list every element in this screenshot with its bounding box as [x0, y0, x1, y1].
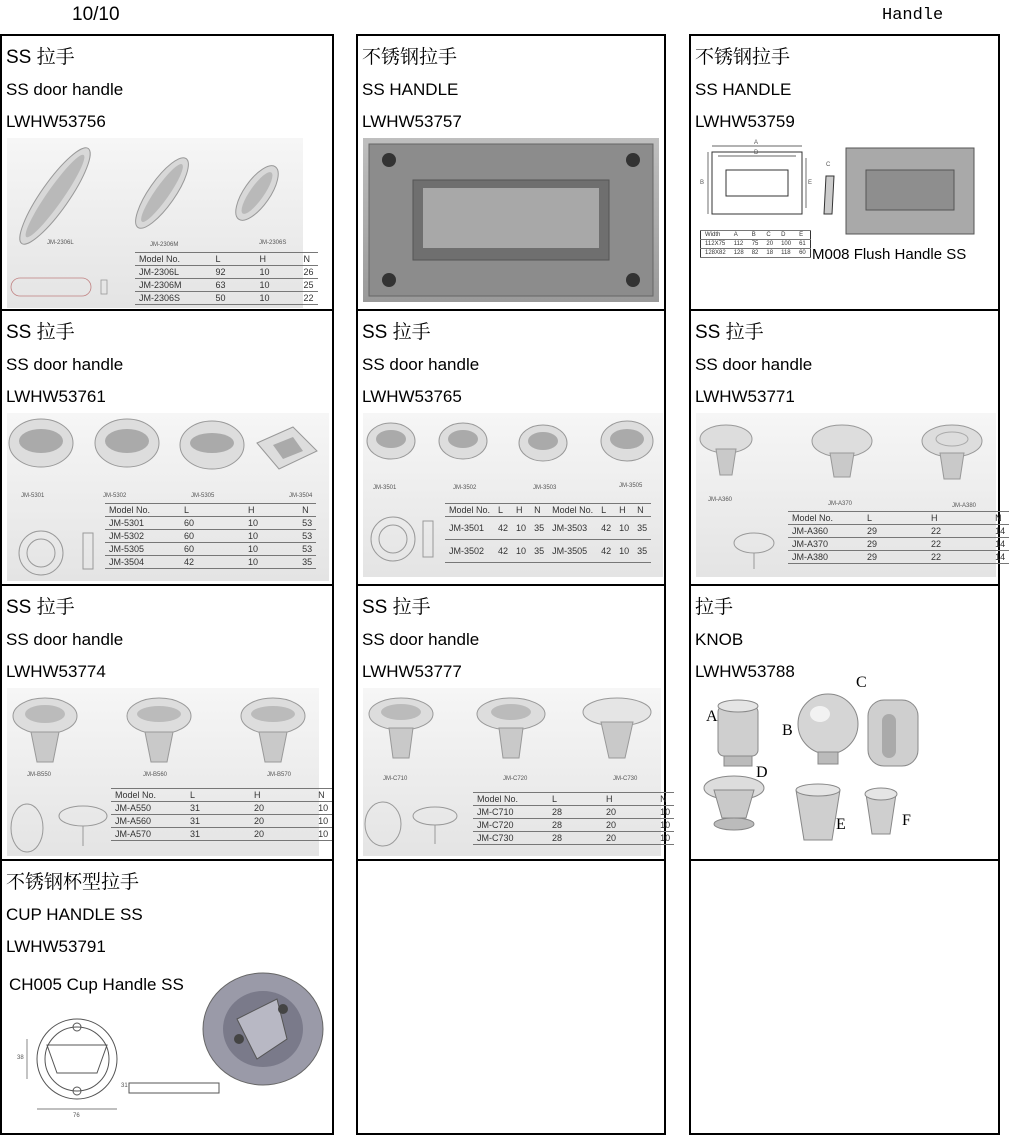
caption: JM-3505: [619, 483, 643, 489]
spec-header: L: [597, 504, 615, 517]
caption: JM-A360: [708, 497, 733, 503]
cell-title-en: SS door handle: [6, 80, 124, 99]
cell-code: LWHW53791: [6, 937, 106, 956]
spec-cell: 50: [186, 292, 230, 305]
spec-cell: 18: [762, 249, 777, 258]
cell-code: LWHW53774: [6, 662, 106, 681]
caption: JM-2306M: [150, 242, 179, 248]
spec-header: N: [633, 504, 651, 517]
caption: JM-C720: [503, 776, 528, 782]
spec-cell: 35: [633, 540, 651, 563]
spec-cell: 92: [186, 266, 230, 279]
cell-title-en: SS door handle: [6, 355, 124, 374]
cell-title-en: SS HANDLE: [695, 80, 792, 99]
spec-header: N: [268, 789, 332, 802]
cell-code: LWHW53771: [695, 387, 795, 406]
spec-cell: 20: [204, 802, 268, 815]
dim-label: E: [808, 180, 813, 186]
product-cell-1: [0, 34, 334, 311]
spec-table: [111, 788, 332, 841]
spec-cell: 53: [262, 543, 316, 556]
spec-cell: 42: [494, 540, 512, 563]
spec-table: [135, 252, 318, 305]
product-cell-9: [689, 584, 1000, 861]
spec-header: H: [204, 789, 268, 802]
spec-cell: 14: [945, 538, 1009, 551]
spec-cell: 128: [730, 249, 748, 258]
spec-cell: 10: [198, 556, 262, 569]
spec-cell: 42: [154, 556, 198, 569]
spec-cell: 60: [795, 249, 810, 258]
spec-header: H: [566, 793, 620, 806]
spec-cell: 29: [837, 538, 881, 551]
knob-label: B: [782, 722, 793, 739]
spec-cell: JM-5305: [105, 543, 154, 556]
spec-cell: JM-A560: [111, 815, 160, 828]
cell-title-cn: SS 拉手: [6, 47, 75, 68]
spec-cell: 35: [530, 517, 548, 540]
knob-set-drawing: [696, 684, 996, 856]
spec-cell: 20: [566, 819, 620, 832]
spec-cell: 35: [633, 517, 651, 540]
product-image: [7, 138, 314, 308]
knob-label: A: [706, 708, 718, 725]
spec-table: [473, 792, 674, 845]
spec-header: E: [795, 231, 810, 240]
spec-cell: 60: [154, 543, 198, 556]
spec-cell: 22: [881, 538, 945, 551]
caption: JM-A380: [952, 503, 977, 509]
knob-label: D: [756, 764, 768, 781]
spec-cell: 10: [198, 530, 262, 543]
cell-title-cn: 不锈钢拉手: [695, 47, 791, 68]
cell-code: LWHW53759: [695, 112, 795, 131]
cell-title-cn: SS 拉手: [6, 322, 75, 343]
knob-label: E: [836, 816, 846, 833]
caption: JM-2306S: [259, 240, 287, 246]
product-cell-4: [0, 309, 334, 586]
spec-cell: 42: [597, 540, 615, 563]
spec-cell: JM-A570: [111, 828, 160, 841]
cup-handle-drawing: [7, 969, 329, 1129]
spec-cell: 128X82: [701, 249, 730, 258]
spec-cell: JM-A380: [788, 551, 837, 564]
product-cell-5: [356, 309, 666, 586]
product-image: [7, 413, 329, 581]
spec-header: H: [198, 504, 262, 517]
spec-cell: JM-2306L: [135, 266, 186, 279]
spec-header: N: [530, 504, 548, 517]
product-image: [363, 688, 671, 856]
spec-cell: 112: [730, 240, 748, 249]
flush-handle-drawing: [363, 138, 659, 302]
spec-header: Width: [701, 231, 730, 240]
caption: JM-B570: [267, 772, 292, 778]
knob-label: C: [856, 674, 867, 691]
spec-cell: 10: [268, 802, 332, 815]
spec-header: C: [762, 231, 777, 240]
spec-cell: 20: [566, 832, 620, 845]
spec-cell: 31: [160, 815, 204, 828]
spec-cell: 29: [837, 551, 881, 564]
spec-cell: 20: [204, 815, 268, 828]
spec-cell: JM-3501: [445, 517, 494, 540]
spec-header: N: [274, 253, 318, 266]
product-cell-2: [356, 34, 666, 311]
caption: JM-A370: [828, 501, 853, 507]
spec-header: Model No.: [135, 253, 186, 266]
product-image: [7, 688, 329, 856]
cell-title-en: SS door handle: [362, 630, 480, 649]
caption: JM-3501: [373, 485, 397, 491]
spec-header: L: [154, 504, 198, 517]
spec-header: L: [494, 504, 512, 517]
spec-header: Model No.: [105, 504, 154, 517]
spec-cell: 28: [522, 806, 566, 819]
cell-title-en: SS door handle: [695, 355, 813, 374]
dim-label: B: [700, 180, 705, 186]
spec-header: Model No.: [788, 512, 837, 525]
spec-cell: 10: [620, 806, 674, 819]
spec-cell: JM-A370: [788, 538, 837, 551]
cell-title-en: SS door handle: [362, 355, 480, 374]
cell-title-cn: SS 拉手: [362, 322, 431, 343]
spec-header: Model No.: [548, 504, 597, 517]
dim-label: 31: [121, 1083, 128, 1089]
spec-cell: 28: [522, 832, 566, 845]
spec-cell: 22: [881, 525, 945, 538]
product-caption: M008 Flush Handle SS: [812, 246, 967, 263]
caption: JM-5302: [103, 493, 127, 499]
product-image: [363, 138, 659, 302]
cell-title-cn: SS 拉手: [362, 597, 431, 618]
m008-drawing: [696, 142, 996, 302]
dim-label: 38: [17, 1055, 24, 1061]
spec-header: D: [777, 231, 795, 240]
spec-cell: 42: [597, 517, 615, 540]
cell-code: LWHW53788: [695, 662, 795, 681]
spec-cell: 112X75: [701, 240, 730, 249]
width-table: [700, 230, 811, 258]
spec-cell: 31: [160, 828, 204, 841]
spec-cell: 10: [268, 815, 332, 828]
spec-cell: 10: [198, 543, 262, 556]
product-image: [7, 969, 329, 1129]
cell-title-cn: 拉手: [695, 597, 734, 618]
caption: JM-2306L: [47, 240, 74, 246]
spec-cell: JM-C720: [473, 819, 522, 832]
spec-header: L: [160, 789, 204, 802]
caption: JM-B560: [143, 772, 168, 778]
spec-cell: 25: [274, 279, 318, 292]
spec-cell: JM-3503: [548, 517, 597, 540]
spec-cell: 20: [566, 806, 620, 819]
spec-cell: 118: [777, 249, 795, 258]
spec-cell: 20: [204, 828, 268, 841]
spec-header: L: [186, 253, 230, 266]
spec-cell: JM-3505: [548, 540, 597, 563]
spec-cell: 100: [777, 240, 795, 249]
spec-cell: 10: [512, 517, 530, 540]
spec-cell: 82: [748, 249, 763, 258]
cell-code: LWHW53757: [362, 112, 462, 131]
spec-cell: 29: [837, 525, 881, 538]
caption: JM-3502: [453, 485, 477, 491]
spec-cell: 35: [262, 556, 316, 569]
dim-label: 76: [73, 1113, 80, 1119]
spec-cell: 28: [522, 819, 566, 832]
spec-header: Model No.: [445, 504, 494, 517]
spec-cell: JM-5302: [105, 530, 154, 543]
cell-code: LWHW53765: [362, 387, 462, 406]
cell-title-cn: 不锈钢杯型拉手: [6, 872, 140, 893]
caption: JM-C710: [383, 776, 408, 782]
spec-cell: JM-A550: [111, 802, 160, 815]
product-cell-10: [0, 859, 334, 1135]
product-cell-8: [356, 584, 671, 861]
dim-label: D: [754, 150, 759, 156]
spec-cell: 22: [881, 551, 945, 564]
spec-table: [445, 503, 651, 563]
spec-cell: 53: [262, 517, 316, 530]
spec-table: [788, 511, 1009, 564]
spec-cell: 42: [494, 517, 512, 540]
spec-cell: JM-C710: [473, 806, 522, 819]
empty-cell: [689, 859, 1000, 1135]
cell-title-en: KNOB: [695, 630, 744, 649]
caption: JM-B550: [27, 772, 52, 778]
spec-cell: 14: [945, 551, 1009, 564]
spec-header: H: [230, 253, 274, 266]
empty-cell: [356, 859, 666, 1135]
page-number: 10/10: [72, 4, 120, 25]
product-caption: CH005 Cup Handle SS: [9, 975, 184, 994]
spec-cell: 63: [186, 279, 230, 292]
spec-header: N: [262, 504, 316, 517]
cell-code: LWHW53777: [362, 662, 462, 681]
product-image: [363, 413, 663, 577]
cell-title-en: SS door handle: [6, 630, 124, 649]
spec-cell: 60: [154, 530, 198, 543]
caption: JM-C730: [613, 776, 638, 782]
spec-cell: JM-2306M: [135, 279, 186, 292]
spec-header: B: [748, 231, 763, 240]
spec-header: L: [522, 793, 566, 806]
cell-code: LWHW53756: [6, 112, 106, 131]
cell-code: LWHW53761: [6, 387, 106, 406]
spec-cell: 10: [620, 819, 674, 832]
spec-cell: 10: [615, 517, 633, 540]
spec-cell: JM-3502: [445, 540, 494, 563]
product-cell-3: [689, 34, 1000, 311]
spec-header: Model No.: [111, 789, 160, 802]
spec-cell: 26: [274, 266, 318, 279]
spec-header: H: [881, 512, 945, 525]
product-image: [696, 413, 1006, 577]
spec-cell: JM-3504: [105, 556, 154, 569]
spec-header: L: [837, 512, 881, 525]
spec-cell: 53: [262, 530, 316, 543]
spec-cell: 10: [198, 517, 262, 530]
spec-cell: 75: [748, 240, 763, 249]
spec-cell: 10: [512, 540, 530, 563]
category-label: Handle: [882, 6, 944, 25]
cell-title-cn: 不锈钢拉手: [362, 47, 458, 68]
spec-header: Model No.: [473, 793, 522, 806]
caption: JM-5305: [191, 493, 215, 499]
spec-cell: 22: [274, 292, 318, 305]
dim-label: C: [826, 162, 831, 168]
spec-header: N: [620, 793, 674, 806]
spec-cell: 31: [160, 802, 204, 815]
product-image: [696, 142, 996, 302]
spec-cell: JM-C730: [473, 832, 522, 845]
spec-header: H: [615, 504, 633, 517]
cell-title-cn: SS 拉手: [6, 597, 75, 618]
product-cell-6: [689, 309, 1006, 586]
spec-cell: 10: [230, 279, 274, 292]
spec-cell: 35: [530, 540, 548, 563]
caption: JM-5301: [21, 493, 45, 499]
spec-cell: 20: [762, 240, 777, 249]
spec-header: A: [730, 231, 748, 240]
spec-header: H: [512, 504, 530, 517]
spec-cell: 61: [795, 240, 810, 249]
cell-title-en: CUP HANDLE SS: [6, 905, 143, 924]
knob-label: F: [902, 812, 911, 829]
caption: JM-3504: [289, 493, 313, 499]
spec-cell: 10: [620, 832, 674, 845]
spec-cell: 14: [945, 525, 1009, 538]
caption: JM-3503: [533, 485, 557, 491]
spec-cell: JM-A360: [788, 525, 837, 538]
spec-cell: 10: [230, 292, 274, 305]
spec-header: N: [945, 512, 1009, 525]
product-image: [696, 674, 996, 856]
product-cell-7: [0, 584, 334, 861]
cell-title-en: SS HANDLE: [362, 80, 459, 99]
spec-cell: 10: [230, 266, 274, 279]
spec-cell: 10: [615, 540, 633, 563]
dim-label: A: [754, 140, 759, 146]
spec-cell: 10: [268, 828, 332, 841]
spec-cell: 60: [154, 517, 198, 530]
spec-cell: JM-2306S: [135, 292, 186, 305]
spec-cell: JM-5301: [105, 517, 154, 530]
cell-title-cn: SS 拉手: [695, 322, 764, 343]
spec-table: [105, 503, 316, 569]
